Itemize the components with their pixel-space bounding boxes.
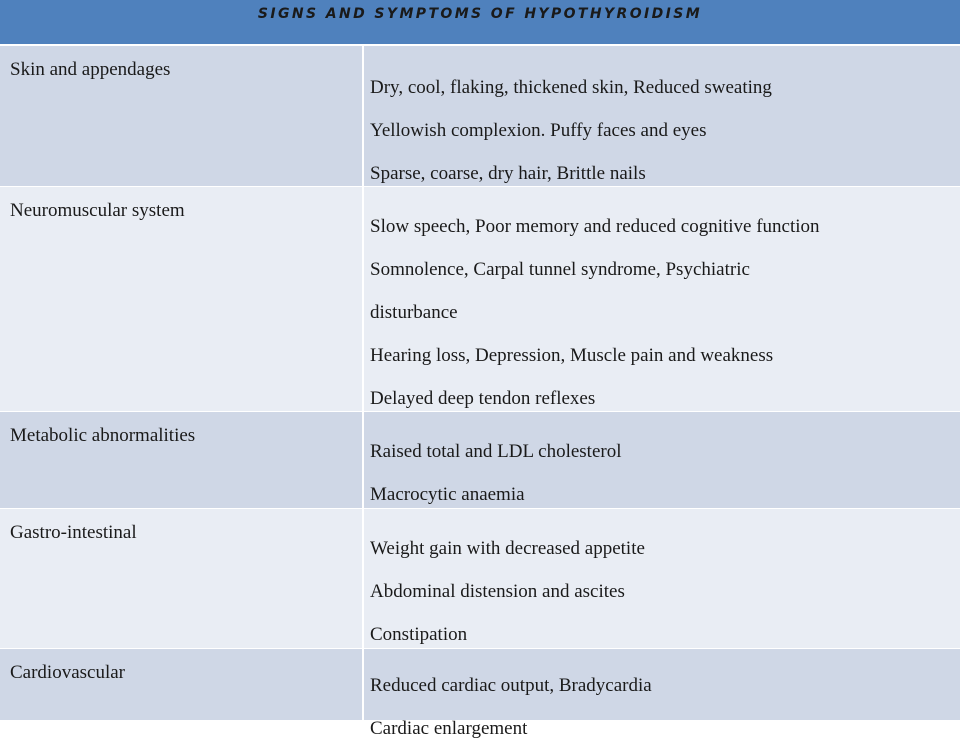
column-divider [362,187,364,411]
symptom-line: Abdominal distension and ascites [370,581,625,602]
column-divider [362,649,364,720]
table-header [0,0,960,46]
symptom-line: Somnolence, Carpal tunnel syndrome, Psychiatric [370,259,750,280]
symptom-line: Sparse, coarse, dry hair, Brittle nails [370,163,646,184]
symptom-list [370,540,955,656]
symptom-list [370,218,955,420]
row-category: Cardiovascular [10,662,126,683]
symptom-line: Hearing loss, Depression, Muscle pain and weakness [370,345,774,366]
symptom-line: Yellowish complexion. Puffy faces and eyes [370,120,707,141]
column-divider [362,509,364,648]
symptom-list [370,677,955,750]
symptom-line: Dry, cool, flaking, thickened skin, Reduced sweating [370,77,772,98]
symptom-line: Weight gain with decreased appetite [370,538,645,559]
symptom-line: Constipation [370,624,468,645]
column-divider [362,46,364,186]
row-category: Metabolic abnormalities [10,425,196,446]
row-category: Neuromuscular system [10,200,185,221]
table-row [0,509,960,649]
symptom-list [370,79,955,195]
table-row [0,412,960,509]
table-row [0,187,960,412]
symptom-line: Delayed deep tendon reflexes [370,388,596,409]
symptom-line: Reduced cardiac output, Bradycardia [370,675,652,696]
table-row [0,649,960,739]
table-row [0,46,960,187]
symptom-line: Raised total and LDL cholesterol [370,441,622,462]
page-title: SIGNS AND SYMPTOMS OF HYPOTHYROIDISM [257,6,703,22]
column-divider [362,412,364,508]
symptom-line: Macrocytic anaemia [370,484,525,505]
symptom-list [370,443,955,516]
symptom-line: disturbance [370,302,458,323]
symptom-line: Slow speech, Poor memory and reduced cognitive function [370,216,820,237]
row-category: Skin and appendages [10,59,171,80]
row-category: Gastro-intestinal [10,522,137,543]
symptom-line: Cardiac enlargement [370,718,528,739]
